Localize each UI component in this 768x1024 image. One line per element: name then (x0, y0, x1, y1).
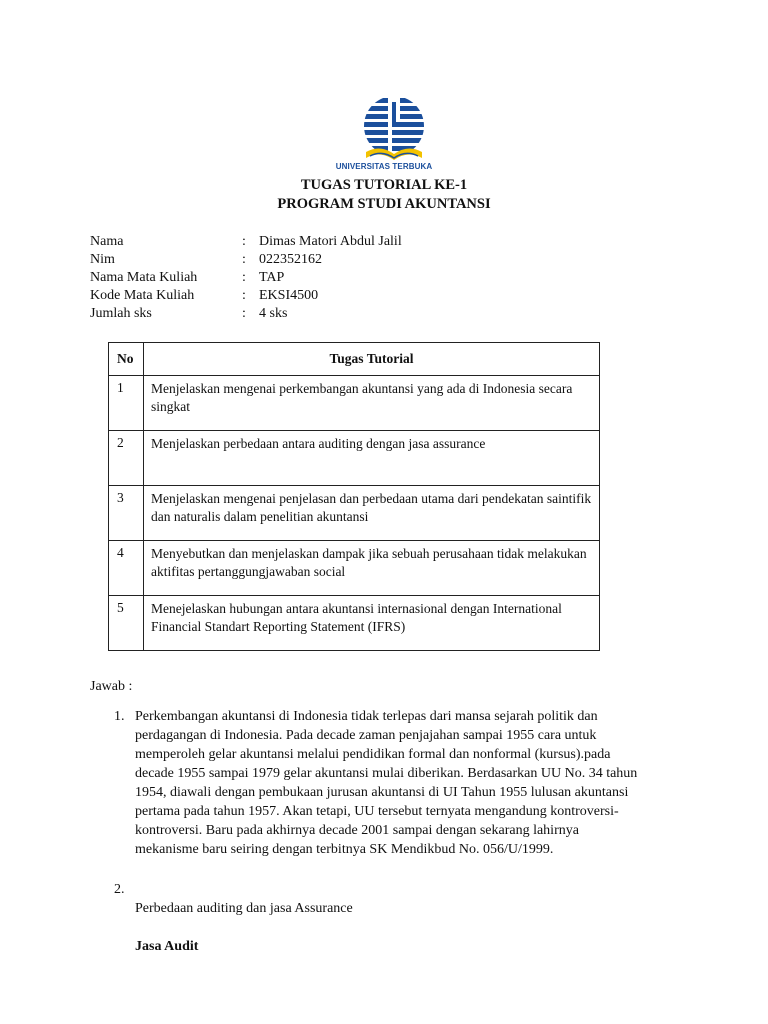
answer-text-block (135, 880, 645, 975)
task-description: Menejelaskan hubungan antara akuntansi internasional dengan International Financial Standart Reporting Statement (IFRS) (144, 596, 600, 651)
table-row (109, 376, 600, 431)
task-number: 5 (109, 596, 144, 651)
tasks-table (108, 342, 600, 651)
identity-label: Nama Mata Kuliah (90, 270, 198, 285)
identity-value: Dimas Matori Abdul Jalil (259, 234, 402, 249)
identity-colon: : (242, 270, 246, 285)
answers-label: Jawab : (90, 679, 133, 694)
task-number: 4 (109, 541, 144, 596)
document-title: TUGAS TUTORIAL KE-1 (300, 177, 468, 193)
task-description: Menyebutkan dan menjelaskan dampak jika sebuah perusahaan tidak melakukan aktifitas pertanggungjawaban social (144, 541, 600, 596)
identity-label: Kode Mata Kuliah (90, 288, 195, 303)
identity-value: TAP (259, 270, 285, 285)
answer-text: Perbedaan auditing dan jasa Assurance (135, 901, 353, 916)
answer-subheading: Jasa Audit (135, 939, 199, 954)
column-header-task: Tugas Tutorial (144, 343, 600, 376)
answer-number: 2. (114, 882, 125, 897)
task-description: Menjelaskan mengenai perkembangan akuntansi yang ada di Indonesia secara singkat (144, 376, 600, 431)
identity-value: EKSI4500 (259, 288, 319, 303)
table-header-row (109, 343, 600, 376)
answer-text: Perkembangan akuntansi di Indonesia tidak terlepas dari mansa sejarah politik dan perdagangan di Indonesia. Pada decade zaman penjajahan sampai 1955 cara untuk memperoleh gelar akuntansi melalui pendidikan formal dan nonformal (kursus).pada decade 1955 sampai 1979 gelar akuntansi mulai diberikan. Berdasarkan UU No. 34 tahun 1954, diawali dengan pembukaan jurusan akuntansi di UI Tahun 1955 lulusan akuntansi pertama pada tahun 1957. Akan tetapi, UU tersebut ternyata mengandung kontroversi- kontroversi. Baru pada akhirnya decade 2001 sampai dengan sekarang lahirnya mekanisme baru seiring dengan terbitnya SK Mendikbud No. 056/U/1999. (135, 709, 638, 857)
answer-number: 1. (114, 709, 125, 724)
identity-value: 022352162 (259, 252, 322, 267)
identity-label: Nim (90, 252, 115, 267)
identity-colon: : (242, 252, 246, 267)
table-row (109, 431, 600, 486)
identity-colon: : (242, 288, 246, 303)
university-name-logo-text: UNIVERSITAS TERBUKA (335, 162, 433, 171)
task-description: Menjelaskan mengenai penjelasan dan perbedaan utama dari pendekatan saintifik dan naturalis dalam penelitian akuntansi (144, 486, 600, 541)
task-number: 1 (109, 376, 144, 431)
task-description: Menjelaskan perbedaan antara auditing dengan jasa assurance (144, 431, 600, 486)
column-header-no: No (109, 343, 144, 376)
table-row (109, 541, 600, 596)
identity-label: Nama (90, 234, 124, 249)
identity-colon: : (242, 306, 246, 321)
identity-value: 4 sks (259, 306, 288, 321)
identity-colon: : (242, 234, 246, 249)
document-subtitle: PROGRAM STUDI AKUNTANSI (277, 196, 491, 212)
table-row (109, 486, 600, 541)
table-row (109, 596, 600, 651)
task-number: 3 (109, 486, 144, 541)
task-number: 2 (109, 431, 144, 486)
identity-label: Jumlah sks (90, 306, 152, 321)
